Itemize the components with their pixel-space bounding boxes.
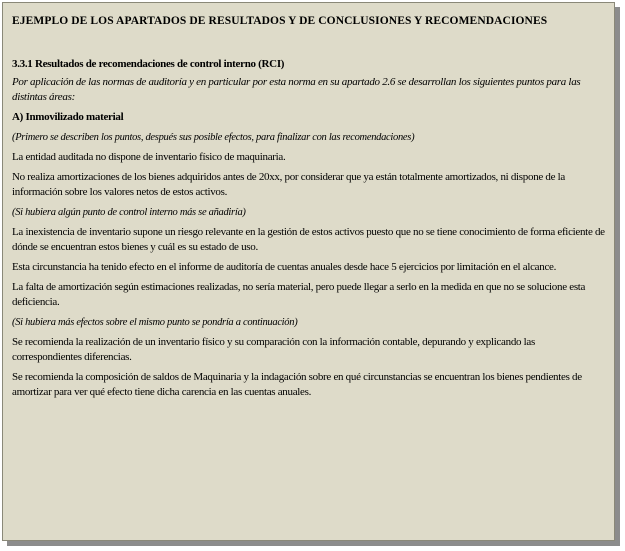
- intro-paragraph: Por aplicación de las normas de auditoría y en particular por esta norma en su apartado 2.6 se desarrollan los siguientes puntos para las distintas áreas:: [12, 76, 581, 103]
- note-more-effects: (Si hubiera más efectos sobre el mismo punto se pondría a continuación): [12, 317, 298, 328]
- section-heading: 3.3.1 Resultados de recomendaciones de control interno (RCI): [12, 58, 285, 70]
- subheading: A) Inmovilizado material: [12, 111, 124, 123]
- note-more-points: (Si hubiera algún punto de control interno más se añadiría): [12, 207, 246, 218]
- document-text-box: [2, 2, 615, 541]
- note-order: (Primero se describen los puntos, después sus posible efectos, para finalizar con las recomendaciones): [12, 132, 415, 143]
- finding-amortization: No realiza amortizaciones de los bienes adquiridos antes de 20xx, por considerar que ya están totalmente amortizados, ni dispone de la información sobre los valores netos de estos activos.: [12, 171, 565, 198]
- recommendation-balances: Se recomienda la composición de saldos de Maquinaria y la indagación sobre en qué circunstancias se encuentran los bienes pendientes de amortizar para ver qué efecto tiene dicha carencia en las cuentas anuales.: [12, 371, 582, 398]
- effect-inventory: La inexistencia de inventario supone un riesgo relevante en la gestión de estos activos puesto que no se tiene conocimiento de forma eficiente de dónde se encuentran estos bienes y cuál es su estado de uso.: [12, 226, 605, 253]
- recommendation-inventory: Se recomienda la realización de un inventario físico y su comparación con la información contable, depurando y explicando las correspondientes diferencias.: [12, 336, 535, 363]
- effect-audit-report: Esta circunstancia ha tenido efecto en el informe de auditoría de cuentas anuales desde hace 5 ejercicios por limitación en el alcance.: [12, 261, 557, 273]
- finding-inventory: La entidad auditada no dispone de inventario físico de maquinaria.: [12, 151, 286, 163]
- effect-amortization: La falta de amortización según estimaciones realizadas, no sería material, pero puede llegar a serlo en la medida en que no se solucione esta deficiencia.: [12, 281, 586, 308]
- document-title: EJEMPLO DE LOS APARTADOS DE RESULTADOS Y DE CONCLUSIONES Y RECOMENDACIONES: [12, 15, 548, 27]
